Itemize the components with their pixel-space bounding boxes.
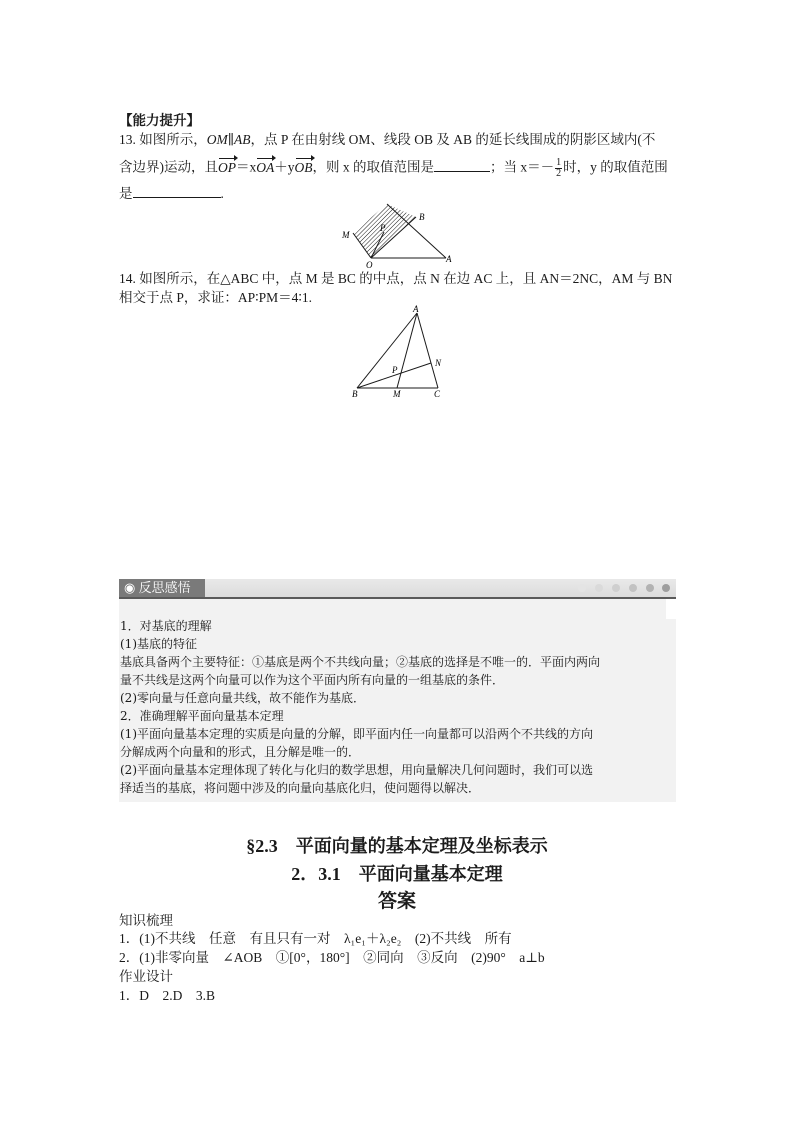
q14-line2: 相交于点 P，求证：AP∶PM＝4∶1. xyxy=(119,290,313,305)
reflection-line: (2)零向量与任意向量共线，故不能作为基底． xyxy=(120,691,365,705)
reflection-title xyxy=(119,579,205,597)
q13-text: ＝x xyxy=(236,159,257,175)
reflection-box xyxy=(119,579,676,802)
homework-label: 作业设计 xyxy=(119,969,173,984)
reflection-divider xyxy=(119,597,676,599)
decor-dot-icon xyxy=(646,584,654,592)
q14-line1: 14. 如图所示，在△ABC 中，点 M 是 BC 的中点，点 N 在边 AC 上，且 AN＝2NC，AM 与 BN xyxy=(119,271,673,286)
section-heading: 【能力提升】 xyxy=(119,113,200,128)
reflection-line: 分解成两个向量和的形式，且分解是唯一的． xyxy=(120,745,361,759)
answer-blank-x[interactable] xyxy=(434,159,490,172)
decor-dot-icon xyxy=(578,584,586,592)
q13-text: 如图所示， xyxy=(139,132,207,147)
q13-text: ，则 x 的取值范围是 xyxy=(312,159,434,175)
q13-text: ；当 x＝－ xyxy=(490,159,555,175)
q13-text: . xyxy=(220,186,224,201)
side-ac xyxy=(417,313,438,388)
reflection-line: 择适当的基底，将问题中涉及的向量向基底化归，使问题得以解决． xyxy=(120,781,481,795)
q13-line1 xyxy=(119,131,655,148)
q13-text: 含边界)运动，且 xyxy=(119,159,218,175)
q13-condition: OM∥AB xyxy=(206,132,251,147)
label-m: M xyxy=(393,389,401,398)
q13-text: ，点 P 在由射线 OM、线段 OB 及 AB 的延长线围成的阴影区域内(不 xyxy=(250,132,656,147)
vector-ob: OB xyxy=(294,159,313,175)
knowledge-answer-1: 1．(1)不共线 任意 有且只有一对 λ₁e₁＋λ₂e₂ (2)不共线 所有 xyxy=(119,931,512,946)
answer-title-subsection: 2．3.1 平面向量基本定理 xyxy=(291,864,503,884)
reflection-line: (2)平面向量基本定理体现了转化与化归的数学思想，用向量解决几何问题时，我们可以选 xyxy=(120,763,594,777)
knowledge-label: 知识梳理 xyxy=(119,913,173,928)
reflection-line: (1)基底的特征 xyxy=(120,637,197,651)
reflection-line: (1)平面向量基本定理的实质是向量的分解，即平面内任一向量都可以沿两个不共线的方向 xyxy=(120,727,594,741)
vector-op: OP xyxy=(218,159,236,175)
figure-q14 xyxy=(350,303,450,398)
label-b: B xyxy=(352,389,358,398)
label-n: N xyxy=(435,358,442,368)
reflection-title-text: ◉ 反思感悟 xyxy=(124,580,191,595)
q13-number: 13. xyxy=(119,132,136,147)
reflection-line: 1．对基底的理解 xyxy=(120,619,212,633)
figure-q13 xyxy=(338,200,458,270)
label-m: M xyxy=(342,230,350,240)
label-p: P xyxy=(380,223,386,233)
label-a: A xyxy=(413,304,419,314)
q13-text: ＋y xyxy=(274,159,295,175)
side-ab xyxy=(357,313,417,388)
reflection-header xyxy=(119,579,676,597)
q13-line2 xyxy=(119,158,668,179)
answer-title: 答案 xyxy=(377,891,416,912)
reflection-line: 基底具备两个主要特征：①基底是两个不共线向量；②基底的选择是不唯一的．平面内两向 xyxy=(120,655,601,669)
answer-title-section: §2.3 平面向量的基本定理及坐标表示 xyxy=(246,836,548,856)
q13-text: 是 xyxy=(119,186,133,201)
homework-answers: 1．D 2.D 3.B xyxy=(119,988,216,1003)
q13-text: 时，y 的取值范围 xyxy=(563,159,668,175)
reflection-line: 2．准确理解平面向量基本定理 xyxy=(120,709,284,723)
vector-oa: OA xyxy=(256,159,275,175)
knowledge-answer-2: 2．(1)非零向量 ∠AOB ①[0°，180°] ②同向 ③反向 (2)90° a⊥b xyxy=(119,950,545,965)
label-b: B xyxy=(419,212,425,222)
decor-dot-icon xyxy=(629,584,637,592)
fraction-half: $\frac{1}{2}$ xyxy=(556,157,562,179)
decor-dot-icon xyxy=(662,584,670,592)
decor-dot-icon xyxy=(612,584,620,592)
decor-dot-icon xyxy=(595,584,603,592)
label-p: P xyxy=(392,365,398,375)
label-a: A xyxy=(446,254,452,264)
reflection-line: 量不共线是这两个向量可以作为这个平面内所有向量的一组基底的条件． xyxy=(120,673,505,687)
label-o: O xyxy=(366,260,373,270)
label-c: C xyxy=(434,389,441,398)
reflection-corner xyxy=(666,599,676,619)
answer-blank-y[interactable] xyxy=(133,185,221,198)
q13-line3 xyxy=(119,185,224,202)
segment-am xyxy=(397,313,417,388)
